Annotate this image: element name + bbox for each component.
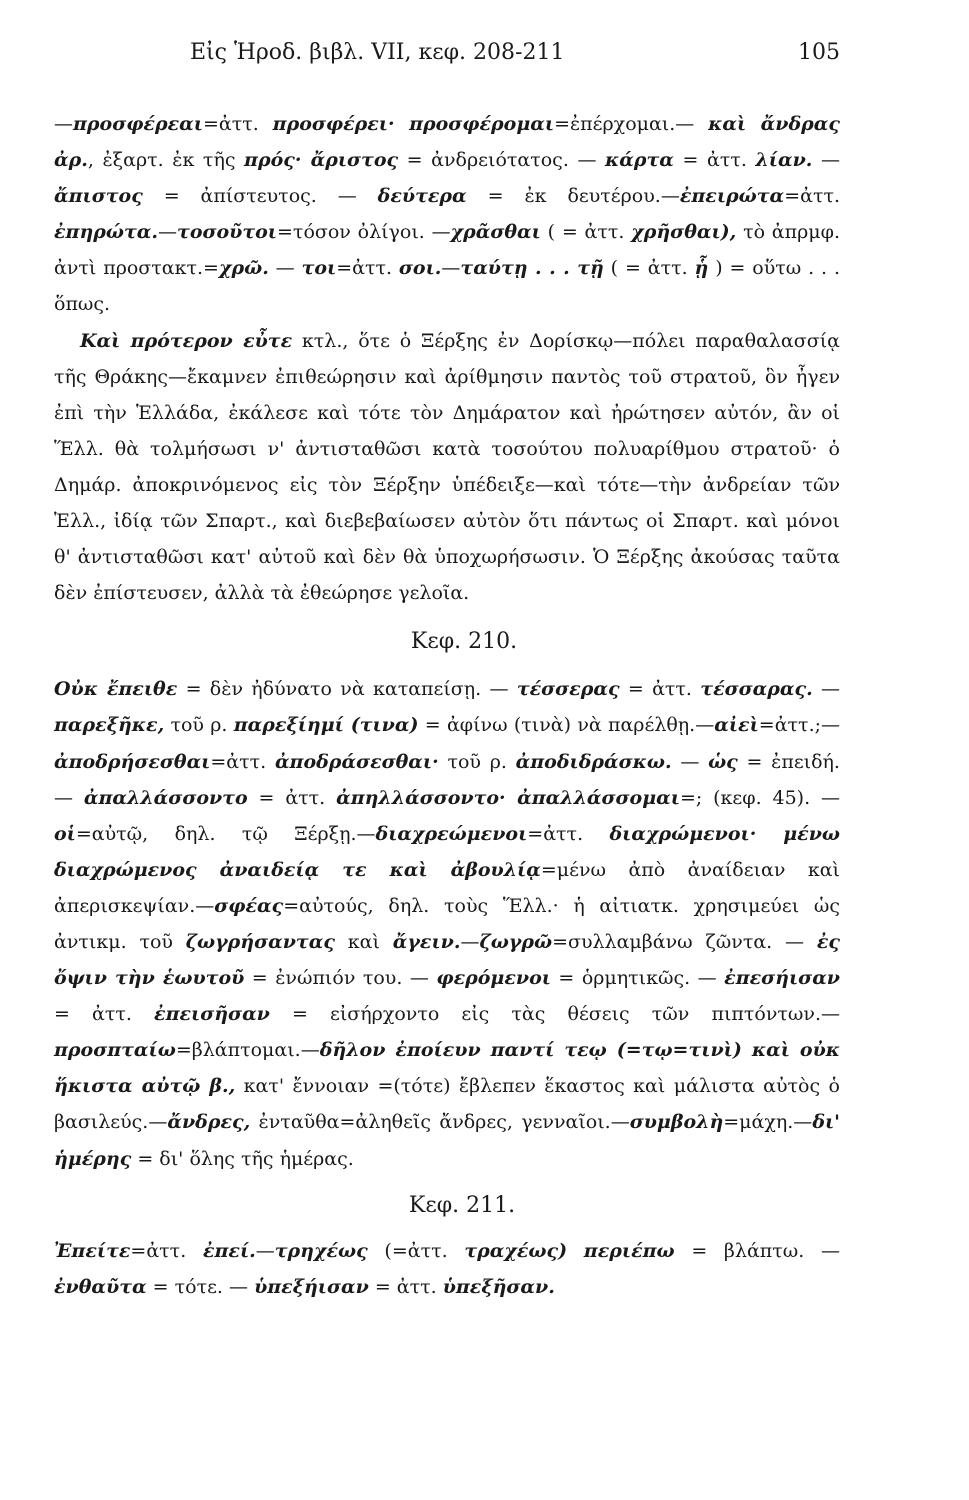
gloss-text: = ἐπειδή. — <box>54 750 840 809</box>
gloss-text: ἐνταῦθα=ἀληθεῖς ἄνδρες, γενναῖοι.— <box>250 1111 630 1134</box>
gloss-text: κτλ., ὅτε ὁ Ξέρξης ἐν Δορίσκῳ—πόλει παραθαλασσίᾳ τῆς Θράκης—ἔκαμνεν ἐπιθεώρησιν καὶ ἀρίθμησιν παντὸς τοῦ στρατοῦ, ὃν ἦγεν ἐπὶ τὴν Ἑλλάδα, ἐκάλεσε καὶ τότε τὸν Δημάρατον καὶ ἠρώτησεν αὐτόν, ἂν οἱ Ἕλλ. θὰ τολμήσωσι ν' ἀντισταθῶσι κατὰ τοσούτου πολυαρίθμου στρατοῦ· ὁ Δημάρ. ἀποκρινόμενος εἰς τὸν Ξέρξην ὑπέδειξε—καὶ τότε—τὴν ἀνδρείαν τῶν Ἑλλ., ἰδίᾳ τῶν Σπαρτ., καὶ διεβεβαίωσεν αὐτὸν ὅτι πάντως οἱ Σπαρτ. καὶ μόνοι θ' ἀντισταθῶσι κατ' αὐτοῦ καὶ δὲν θὰ ὑποχωρήσωσιν. Ὁ Ξέρξης ἀκούσας ταῦτα δὲν ἐπίστευσεν, ἀλλὰ τὰ ἐθεώρησε γελοῖα. <box>54 329 840 605</box>
gloss-text: — <box>268 257 302 280</box>
lemma-term: ἐς ὄψιν τὴν ἑωυτοῦ <box>54 930 840 990</box>
gloss-text: = ἀττ. <box>54 1003 155 1026</box>
lemma-term: ᾗ <box>694 257 709 280</box>
lemma-term: παρεξῆκε, <box>54 714 165 737</box>
gloss-text: = ἀπίστευτος. — <box>142 185 378 208</box>
lemma-term: ἐνθαῦτα <box>54 1275 147 1298</box>
lemma-term: ἄπιστος <box>54 185 143 208</box>
lemma-term: δῆλον ἐποίευν παντί τεῳ (=τῳ=τινὶ) καὶ οὐκ ἥκιστα αὐτῷ β., <box>54 1039 840 1098</box>
gloss-text: τοῦ ρ. <box>164 714 234 737</box>
lemma-term: κάρτα <box>605 149 674 172</box>
running-title: Εἰς Ἡροδ. βιβλ. VII, κεφ. 208-211 <box>190 40 565 65</box>
lemma-term: αἰεὶ <box>714 714 759 737</box>
lemma-term: ὑπεξήισαν <box>254 1275 369 1298</box>
gloss-text: =ἀττ.;— <box>758 714 841 737</box>
lemma-term: ἄνδρες, <box>167 1111 251 1134</box>
lemma-term: λίαν. <box>755 149 813 172</box>
gloss-text: — <box>812 149 840 172</box>
page-number: 105 <box>798 40 840 65</box>
gloss-text: = ἐκ δευτέρου.— <box>466 185 680 208</box>
gloss-text: = ἀττ. <box>673 149 756 172</box>
gloss-text: = ἀφίνω (τινὰ) νὰ παρέλθῃ.— <box>418 714 715 737</box>
gloss-text: = βλάπτω. — <box>674 1239 841 1262</box>
lemma-term: διαχρεώμενοι <box>375 822 528 845</box>
gloss-text: = εἰσήρχοντο εἰς τὰς θέσεις τῶν πιπτόντων.— <box>269 1003 840 1026</box>
lemma-term: Οὐκ ἔπειθε <box>54 678 178 701</box>
lemma-term: τέσσερας <box>516 678 620 701</box>
lemma-term: τέσσαρας. <box>700 678 813 701</box>
lemma-term: Ἐπείτε <box>54 1239 131 1262</box>
gloss-text: — <box>158 221 178 244</box>
lemma-term: ἀποδιδράσκω. <box>515 750 672 773</box>
gloss-text: =βλάπτομαι.— <box>175 1039 320 1062</box>
chapter-heading-211: Κεφ. 211. <box>408 1192 516 1218</box>
lemma-term: ἀποδρήσεσθαι <box>54 750 211 773</box>
lemma-term: χρῆσθαι), <box>631 221 737 244</box>
gloss-text: = τότε. — <box>146 1275 255 1298</box>
gloss-text: κατ' ἔννοιαν =(τότε) ἔβλεπεν ἕκαστος καὶ μάλιστα αὐτὸς ὁ βασιλεύς.— <box>54 1075 840 1134</box>
gloss-text: , ἐξαρτ. ἐκ τῆς <box>87 149 245 172</box>
gloss-text: — <box>255 1239 275 1262</box>
lemma-term: ἐπεί. <box>202 1239 256 1262</box>
lemma-term: τρηχέως <box>274 1239 368 1262</box>
lemma-term: τοσοῦτοι <box>177 221 278 244</box>
lemma-term: ταύτῃ . . . τῇ <box>460 257 604 280</box>
gloss-text: τὸ ἀπρμφ. ἀντὶ προστακτ.= <box>54 221 840 280</box>
lemma-term: προσπταίω <box>54 1039 176 1062</box>
lemma-term: ἐπεσήισαν <box>724 967 840 990</box>
gloss-text: =ἀττ. <box>784 185 840 208</box>
gloss-text: =αὐτούς, δηλ. τοὺς Ἕλλ.· ἡ αἰτιατκ. χρησιμεύει ὡς ἀντικμ. τοῦ <box>54 894 840 953</box>
lemma-term: χρῶ. <box>218 257 269 280</box>
gloss-text: =ἀττ. <box>210 750 275 773</box>
gloss-text: =ἀττ. <box>202 113 273 135</box>
commentary-paragraph-208 <box>54 106 840 323</box>
gloss-text: =συλλαμβάνω ζῶντα. — <box>552 930 817 953</box>
lemma-term: προσφέρεαι <box>73 113 203 135</box>
gloss-text: = ἀττ. <box>247 786 337 809</box>
gloss-text: — <box>812 678 841 701</box>
lemma-term: ζωγρῶ <box>479 930 553 953</box>
lemma-term: ἐπηρώτα. <box>54 221 159 244</box>
lemma-term: δι' ἡμέρης <box>54 1111 840 1170</box>
lemma-term: ὡς <box>708 750 738 773</box>
lemma-term: ἐπειρώτα <box>679 185 785 208</box>
gloss-text: =αὐτῷ, δηλ. τῷ Ξέρξῃ.— <box>75 822 376 845</box>
lemma-term: συμβολὴ <box>629 1111 724 1134</box>
lemma-term: ἄγειν. <box>392 930 461 953</box>
lemma-term: ἐπεισῆσαν <box>154 1003 270 1026</box>
lemma-term: φερόμενοι <box>436 967 551 990</box>
gloss-text: =τόσον ὀλίγοι. — <box>277 221 451 244</box>
gloss-text <box>567 1240 584 1262</box>
gloss-text: καὶ <box>334 930 393 953</box>
gloss-text: — <box>460 930 480 953</box>
lemma-term: ὑπεξῆσαν. <box>442 1275 555 1298</box>
lemma-term: διαχρώμενοι· μένω διαχρώμενος ἀναιδείᾳ τε καὶ ἀβουλίᾳ <box>54 822 840 881</box>
gloss-text: = δι' ὅλης τῆς ἡμέρας. <box>131 1147 354 1170</box>
gloss-text: ( = ἀττ. <box>603 257 695 280</box>
commentary-paragraph-211 <box>54 1233 840 1305</box>
lemma-term: σφέας <box>214 894 284 917</box>
chapter-heading-210: Κεφ. 210. <box>410 629 518 655</box>
lemma-term: τοι <box>301 257 337 280</box>
gloss-text: =ἐπέρχομαι.— <box>554 113 709 135</box>
gloss-text: — <box>54 113 73 135</box>
commentary-body <box>54 106 840 1305</box>
gloss-text: =ἀττ. <box>336 257 399 280</box>
gloss-text: (=ἀττ. <box>367 1239 465 1262</box>
lemma-term: ἀποδράσεσθαι· <box>274 750 439 773</box>
gloss-text: ( = ἀττ. <box>540 221 632 244</box>
gloss-text: = ἀττ. <box>619 678 701 701</box>
lemma-term: παρεξίημί (τινα) <box>233 714 419 737</box>
lemma-term: ζωγρήσαντας <box>185 930 335 953</box>
gloss-text: =μένω ἀπὸ ἀναίδειαν καὶ ἀπερισκεψίαν.— <box>54 858 840 917</box>
gloss-text: =ἀττ. <box>527 822 610 845</box>
gloss-text: — <box>441 257 461 280</box>
gloss-text: = ἀττ. <box>368 1275 443 1298</box>
page-header <box>190 40 840 70</box>
gloss-text: = ὁρμητικῶς. — <box>550 967 725 990</box>
gloss-text: =; (κεφ. 45). — <box>679 786 840 809</box>
gloss-text: ) = οὕτω . . . ὅπως. <box>54 257 840 316</box>
lemma-term: τραχέως) <box>464 1239 568 1262</box>
gloss-text: =μάχη.— <box>723 1111 813 1134</box>
gloss-text: — <box>671 750 709 773</box>
gloss-text: =ἀττ. <box>130 1239 203 1262</box>
lemma-term: ἀπηλλάσσοντο· ἀπαλλάσσομαι <box>336 786 680 809</box>
lemma-term: περιέπω <box>583 1239 675 1262</box>
lemma-term: Καὶ πρότερον εὖτε <box>80 329 293 352</box>
lemma-term: καὶ ἄνδρας ἀρ. <box>54 113 840 172</box>
gloss-text: = δὲν ἠδύνατο νὰ καταπείσῃ. — <box>177 678 517 701</box>
gloss-text: τοῦ ρ. <box>438 750 516 773</box>
lemma-term: πρός· ἄριστος <box>244 149 399 172</box>
lemma-term: δεύτερα <box>377 185 467 208</box>
lemma-term: οἱ <box>54 822 76 845</box>
lemma-term: χρᾶσθαι <box>450 221 541 244</box>
lemma-term: σοι. <box>398 257 442 280</box>
lemma-term: προσφέρει· προσφέρομαι <box>272 113 555 135</box>
commentary-paragraph-210 <box>54 671 840 1176</box>
commentary-paragraph-209 <box>54 323 840 612</box>
gloss-text: = ἐνώπιόν του. — <box>244 967 437 990</box>
gloss-text: = ἀνδρειότατος. — <box>398 149 606 172</box>
lemma-term: ἀπαλλάσσοντο <box>83 786 248 809</box>
